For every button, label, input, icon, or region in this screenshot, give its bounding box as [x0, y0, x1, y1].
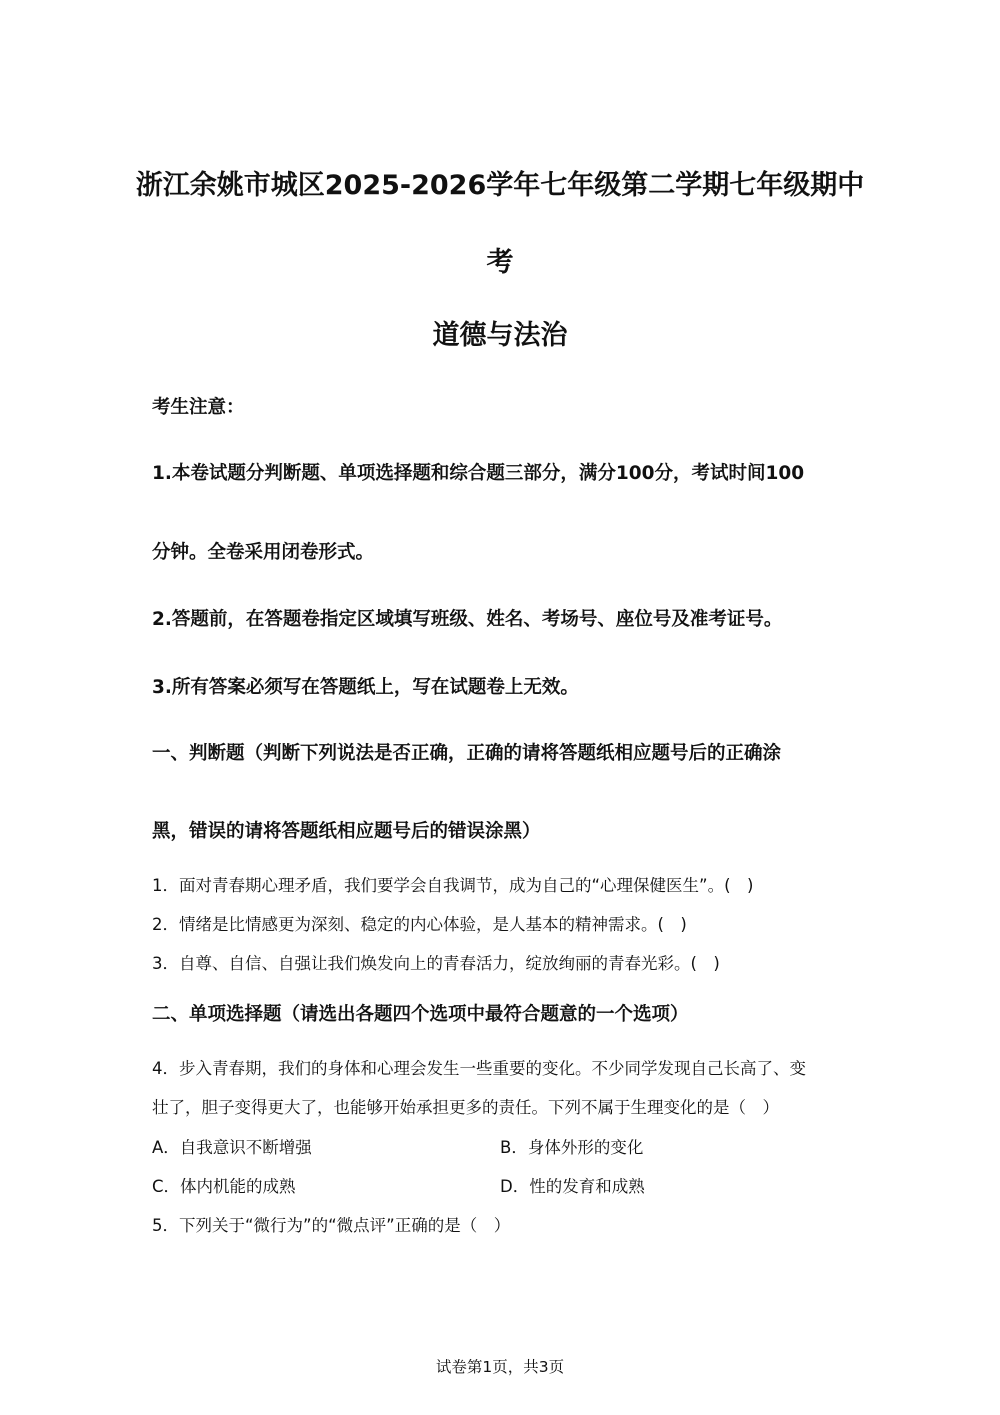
exam-title-line2: 考: [486, 247, 514, 278]
question-4-option-b: B．身体外形的变化: [500, 1138, 644, 1157]
question-1: 1．面对青春期心理矛盾，我们要学会自我调节，成为自己的“心理保健医生”。( ): [152, 876, 754, 895]
question-3: 3．自尊、自信、自强让我们焕发向上的青春活力，绽放绚丽的青春光彩。( ): [152, 954, 720, 973]
question-4-option-a: A．自我意识不断增强: [152, 1138, 312, 1157]
question-5: 5．下列关于“微行为”的“微点评”正确的是（ ）: [152, 1216, 511, 1235]
notice-item-1-line1: 1.本卷试题分判断题、单项选择题和综合题三部分，满分100分，考试时间100: [152, 463, 805, 484]
notice-item-1-line2: 分钟。全卷采用闭卷形式。: [152, 542, 375, 563]
section-1-heading-line1: 一、判断题（判断下列说法是否正确，正确的请将答题纸相应题号后的正确涂: [152, 743, 782, 764]
notice-heading: 考生注意：: [152, 397, 245, 418]
section-1-heading-line2: 黑，错误的请将答题纸相应题号后的错误涂黑）: [152, 821, 541, 842]
notice-item-2: 2.答题前，在答题卷指定区域填写班级、姓名、考场号、座位号及准考证号。: [152, 609, 783, 630]
question-4-line1: 4．步入青春期，我们的身体和心理会发生一些重要的变化。不少同学发现自己长高了、变: [152, 1059, 806, 1078]
question-2: 2．情绪是比情感更为深刻、稳定的内心体验，是人基本的精神需求。( ): [152, 915, 687, 934]
question-4-option-c: C．体内机能的成熟: [152, 1177, 296, 1196]
question-4-option-d: D．性的发育和成熟: [500, 1177, 645, 1196]
subject-title: 道德与法治: [432, 320, 568, 351]
page-footer: 试卷第1页，共3页: [435, 1358, 565, 1376]
question-4-line2: 壮了，胆子变得更大了，也能够开始承担更多的责任。下列不属于生理变化的是（ ）: [152, 1098, 779, 1117]
exam-title-line1: 浙江余姚市城区2025-2026学年七年级第二学期七年级期中: [135, 170, 865, 201]
section-2-heading: 二、单项选择题（请选出各题四个选项中最符合题意的一个选项）: [152, 1004, 689, 1025]
notice-item-3: 3.所有答案必须写在答题纸上，写在试题卷上无效。: [152, 677, 579, 698]
